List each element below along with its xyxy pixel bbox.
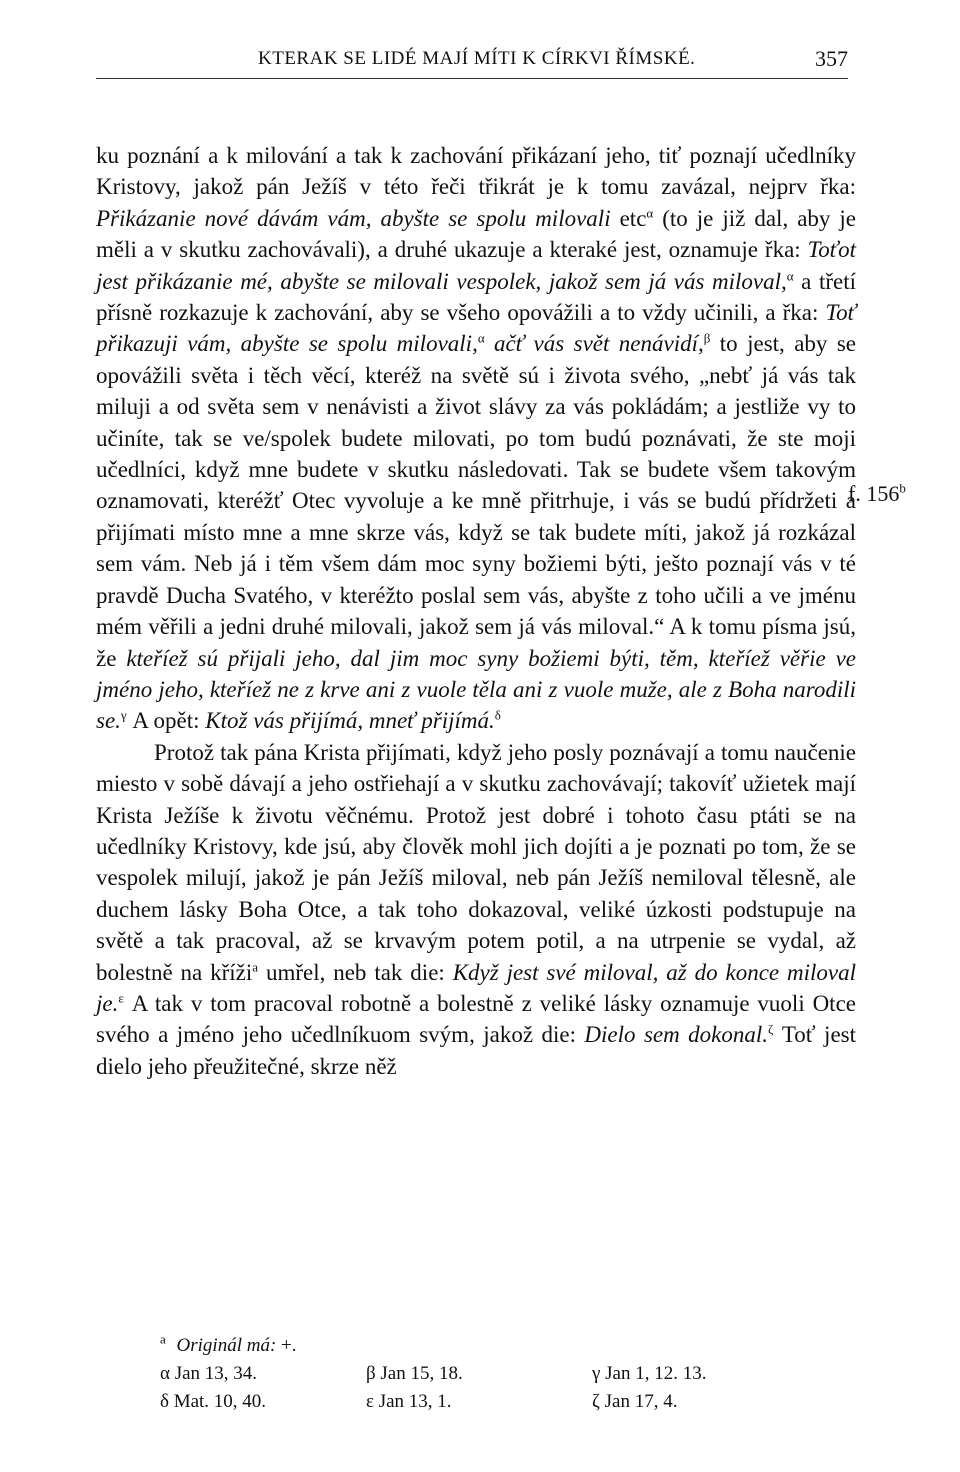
folio-sup: b: [899, 480, 906, 496]
folio-text: f. 156: [848, 481, 900, 506]
text-run: Toť jest dielo jeho přeužitečné, skrze něž: [96, 1022, 856, 1079]
footnote-row: [160, 1388, 760, 1416]
paragraph: [96, 140, 856, 737]
running-head: KTERAK SE LIDÉ MAJÍ MÍTI K CÍRKVI ŘÍMSKÉ.: [258, 48, 696, 69]
footnote-item: ζ Jan 17, 4.: [592, 1391, 678, 1412]
quotation: Ktož vás přijímá, mneť přijímá.: [205, 708, 495, 734]
text-run: umřel, neb tak die:: [258, 959, 453, 985]
text-run: (to je již dal, aby je měli a v skutku zachovávali), a druhé ukazuje a kteraké jest, oznamuje řka:: [96, 205, 857, 263]
footnote-ref: γ: [120, 707, 127, 723]
footnote-references: [160, 1360, 760, 1416]
header-rule: [96, 78, 848, 79]
footnote-ref: δ: [494, 707, 501, 723]
footnote-original: [160, 1332, 760, 1360]
text-run: to jest, aby se opovážili světa i těch věcí, kteréž na světě sú i života svého, „nebť já vás tak miluji a od světa sem v nenávisti a život slávy za vás pokládám; a jestliže vy to učiníte, tak se ve/spolek budete milovati, po tom budú poznávati, že ste moji učedlníci, když mne budete v skutku následovati. Tak se budete všem takovým oznamovati, kteréžť Otec vyvoluje a ke mně přitrhuje, i vás se budú přídržeti a přijímati místo mne a mne skrze vás, když se tak budete míti, jakož já rozkázal sem vám. Neb já i těm všem dám moc syny božiemi býti, ješto poznají vás v té pravdě Ducha Svatého, v kteréžto poslal sem vás, abyšte z toho učili a ve jménu mém věřili a jedni druhé milovali, jakož sem já vás miloval.“ A k tomu písma jsú, že: [96, 331, 856, 671]
text-run: ku poznání a k milování a tak k zachování přikázaní jeho, tiť poznají učedlníky Kristovy, jakož pán Ježíš v této řeči třikrát je k tomu zavázal, nejprv řka:: [96, 143, 856, 200]
footnote-ref: α: [477, 330, 485, 346]
paragraph: [96, 737, 856, 1082]
footnote-ref: α: [786, 267, 794, 283]
main-text: [96, 140, 856, 1082]
footnote-ref: α: [646, 205, 654, 221]
footnotes: [160, 1332, 760, 1416]
footnote-ref: β: [703, 330, 711, 346]
footnote-ref: ε: [118, 990, 124, 1006]
footnote-item: γ Jan 1, 12. 13.: [592, 1363, 707, 1384]
folio-marginal-note: [848, 481, 906, 507]
footnote-item: ε Jan 13, 1.: [366, 1391, 452, 1412]
quotation: Přikázanie nové dávám vám, abyšte se spolu milovali: [96, 205, 611, 231]
page-number: 357: [815, 46, 848, 71]
quotation: ačť vás svět nenávidí,: [484, 331, 704, 357]
text-run: A opět:: [126, 708, 206, 734]
footnote-ref: a: [252, 958, 259, 974]
quotation: Když jest své miloval, až do konce miloval je.: [96, 959, 856, 1016]
footnote-ref: ζ: [768, 1021, 774, 1037]
quotation: Toťot jest přikázanie mé, abyšte se milovali vespolek, jakož sem já vás miloval,: [96, 237, 856, 294]
footnote-mark: a: [160, 1331, 166, 1347]
text-run: a třetí přísně rozkazuje k zachování, aby se všeho opovážili a to vždy učinili, a řka:: [96, 268, 856, 326]
footnote-original-sign: +.: [281, 1335, 297, 1356]
quotation: Dielo sem dokonal.: [584, 1022, 769, 1048]
footnote-original-label: Originál má:: [176, 1335, 277, 1356]
quotation: Toť přikazuji vám, abyšte se spolu milovali,: [96, 300, 856, 357]
footnote-item: α Jan 13, 34.: [160, 1363, 258, 1384]
footnote-item: δ Mat. 10, 40.: [160, 1391, 267, 1412]
text-run: A tak v tom pracoval robotně a bolestně z veliké lásky oznamuje vuoli Otce svého a jméno jeho učedlníkuom svým, jakož die:: [96, 990, 856, 1048]
footnote-item: β Jan 15, 18.: [366, 1363, 463, 1384]
footnote-row: [160, 1360, 760, 1388]
page-header: [96, 44, 848, 76]
quotation: kteříež sú přijali jeho, dal jim moc syny božiemi býti, těm, kteříež věřie ve jméno jeho, kteříež ne z krve ani z vuole těla ani z vuole muže, ale z Boha narodili se.: [96, 645, 856, 734]
text-run: etc: [610, 205, 647, 231]
text-run: Protož tak pána Krista přijímati, když jeho posly poznávají a tomu naučenie miesto v sobě dávají a jeho ostřiehají a v skutku zachovávají; takovíť užietek mají Krista Ježíše k životu věčnému. Protož jest dobré i tohoto času ptáti se na učedlníky Kristovy, kde jsú, aby člověk mohl jich dojíti a je poznati po tom, že se vespolek milují, jakož je pán Ježíš miloval, neb pán Ježíš nemiloval tělesně, ale duchem lásky Boha Otce, a tak toho dokazoval, veliké úzkosti podstupuje na světě a tak pracoval, až se krvavým potem potil, a na utrpenie se vydal, až bolestně na kříži: [96, 739, 856, 985]
